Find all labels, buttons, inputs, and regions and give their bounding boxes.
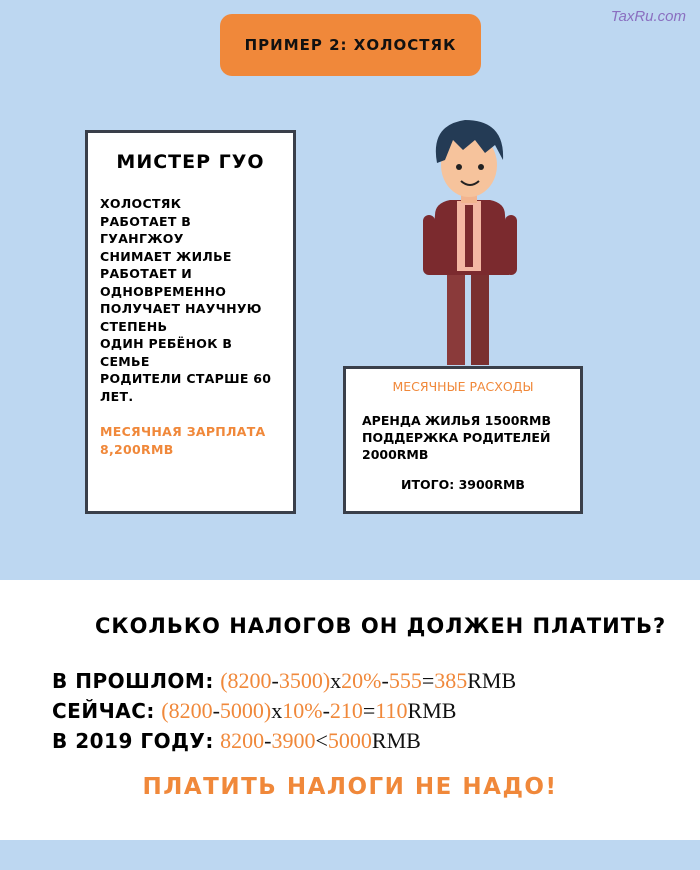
profile-line: СНИМАЕТ ЖИЛЬЕ — [100, 248, 232, 264]
profile-line: СЕМЬЕ — [100, 353, 150, 369]
salary-value: 8,200RMB — [100, 441, 174, 457]
formula-part: 210 — [329, 698, 363, 723]
profile-line: РАБОТАЕТ В — [100, 213, 192, 229]
profile-line: ОДИН РЕБЁНОК В — [100, 336, 233, 351]
profile-line: СТЕПЕНЬ — [100, 318, 168, 334]
formula-part: = — [362, 698, 376, 723]
formula-part: - — [322, 698, 330, 723]
formula-part: 110 — [375, 698, 408, 723]
formula-part: - — [381, 668, 389, 693]
watermark: TaxRu.com — [610, 8, 686, 25]
formula-part: x — [271, 698, 283, 723]
profile-line: РОДИТЕЛИ СТАРШЕ 60 — [100, 371, 272, 386]
formula-part: (8200 — [161, 698, 213, 723]
profile-line: ХОЛОСТЯК — [100, 196, 182, 211]
salary-label: МЕСЯЧНАЯ ЗАРПЛАТА — [100, 424, 266, 439]
formula-part: - — [212, 698, 220, 723]
formula-part: 5000 — [327, 728, 372, 753]
formula-row — [52, 668, 516, 694]
formula-part: 3500) — [278, 668, 331, 693]
formula-part: RMB — [467, 668, 517, 693]
profile-line: ГУАНГЖОУ — [100, 231, 184, 246]
formula-label: В 2019 ГОДУ: — [52, 729, 214, 753]
formula-row — [52, 728, 421, 754]
profile-line: РАБОТАЕТ И — [100, 266, 193, 281]
profile-line: ЛЕТ. — [100, 388, 134, 404]
title-badge: ПРИМЕР 2: ХОЛОСТЯК — [220, 14, 481, 76]
formula-part: 385 — [434, 668, 468, 693]
formula-part: 20% — [341, 668, 382, 693]
tax-panel — [0, 580, 700, 840]
formula-part: RMB — [407, 698, 457, 723]
formula-part: = — [421, 668, 435, 693]
formula-part: RMB — [371, 728, 421, 753]
expense-line: ПОДДЕРЖКА РОДИТЕЛЕЙ — [362, 430, 551, 445]
answer: ПЛАТИТЬ НАЛОГИ НЕ НАДО! — [142, 774, 558, 800]
profile-card — [85, 130, 296, 514]
formula-part: 3900 — [271, 728, 316, 753]
expenses-card — [343, 366, 583, 514]
expense-line: АРЕНДА ЖИЛЬЯ 1500RMB — [362, 413, 552, 428]
profile-lines — [100, 195, 281, 405]
formula-part: - — [271, 668, 279, 693]
formula-part: (8200 — [220, 668, 272, 693]
expense-line: 2000RMB — [362, 447, 429, 462]
man-illustration — [405, 115, 535, 365]
formula-part: - — [264, 728, 272, 753]
formula-part: 5000) — [219, 698, 272, 723]
formula-part: < — [315, 728, 328, 753]
formula-part: 10% — [282, 698, 323, 723]
profile-line: ОДНОВРЕМЕННО — [100, 283, 227, 299]
formula-part: x — [330, 668, 342, 693]
question: СКОЛЬКО НАЛОГОВ ОН ДОЛЖЕН ПЛАТИТЬ? — [95, 614, 667, 638]
formula-part: 555 — [388, 668, 422, 693]
formula-label: СЕЙЧАС: — [52, 699, 155, 723]
profile-line: ПОЛУЧАЕТ НАУЧНУЮ — [100, 301, 262, 316]
formula-label: В ПРОШЛОМ: — [52, 669, 214, 693]
expenses-total: ИТОГО: 3900RMB — [401, 477, 525, 492]
profile-name: МИСТЕР ГУО — [116, 151, 265, 173]
formula-part: 8200 — [220, 728, 265, 753]
expenses-heading: МЕСЯЧНЫЕ РАСХОДЫ — [392, 379, 534, 394]
formula-row — [52, 698, 456, 724]
